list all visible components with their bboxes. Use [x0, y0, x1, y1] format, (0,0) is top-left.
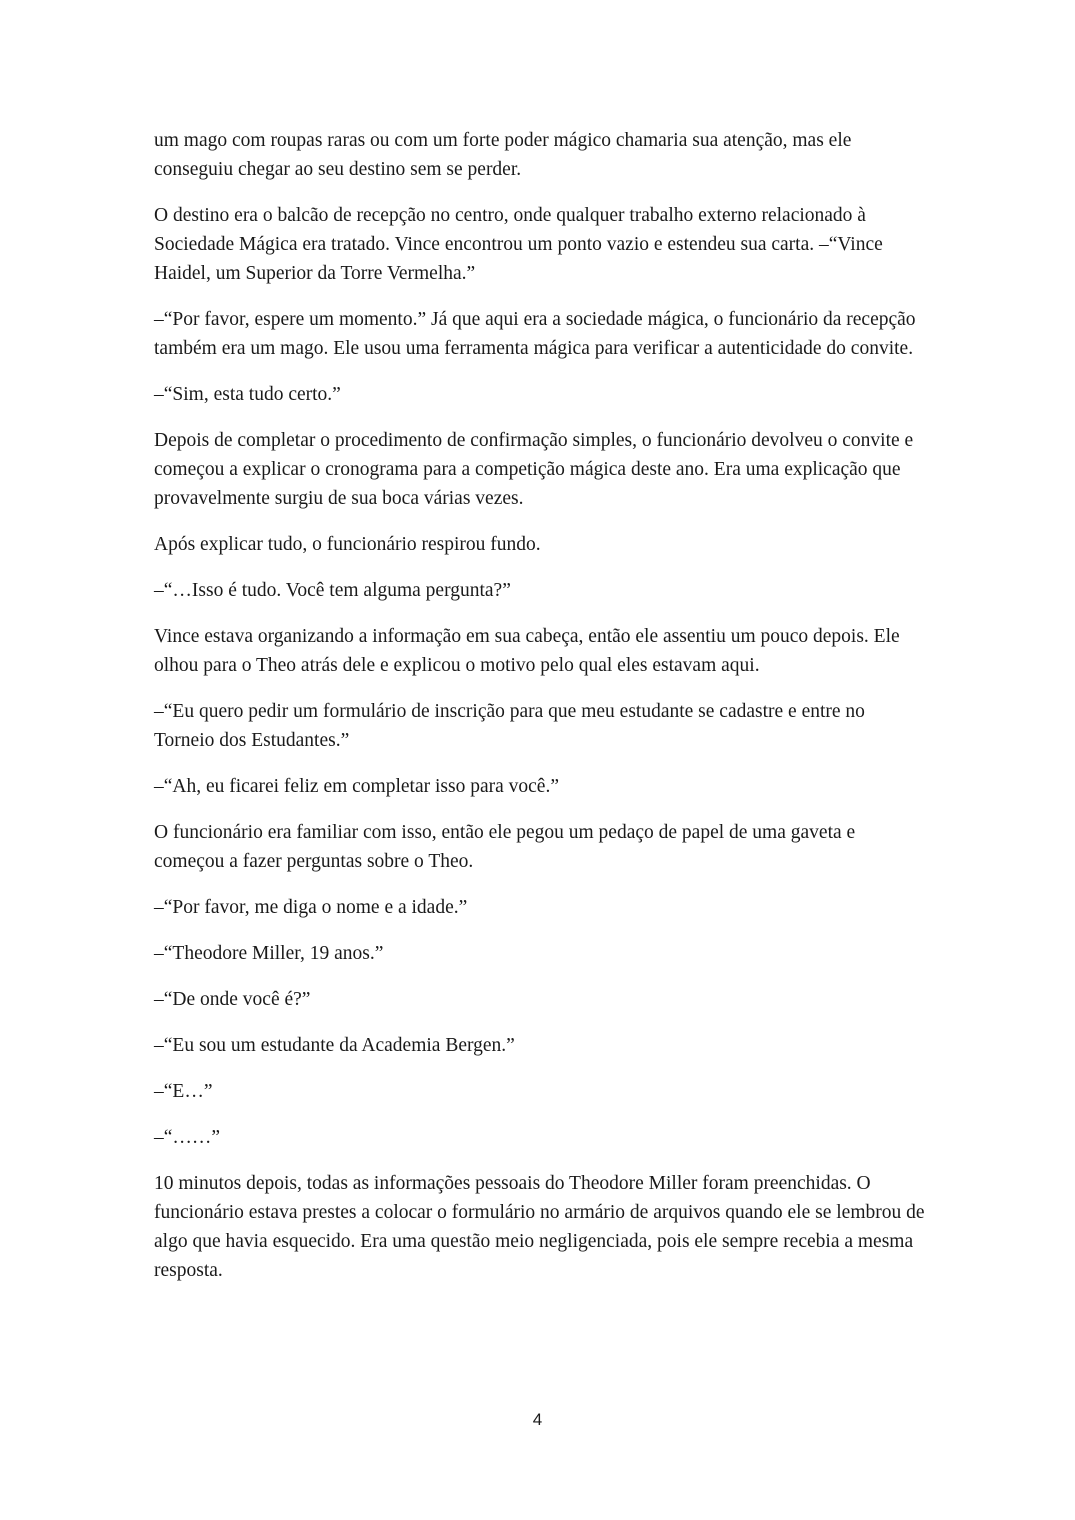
paragraph: um mago com roupas raras ou com um forte poder mágico chamaria sua atenção, mas ele conseguiu chegar ao seu destino sem se perder.: [154, 130, 852, 180]
paragraph: –“…Isso é tudo. Você tem alguma pergunta?”: [154, 580, 511, 601]
paragraph: Depois de completar o procedimento de confirmação simples, o funcionário devolveu o convite e começou a explicar o cronograma para a competição mágica deste ano. Era uma explicação que provavelmente surgiu de sua boca várias vezes.: [154, 430, 914, 509]
paragraph: –“Por favor, me diga o nome e a idade.”: [154, 897, 468, 918]
paragraph: O destino era o balcão de recepção no centro, onde qualquer trabalho externo relacionado à Sociedade Mágica era tratado. Vince encontrou um ponto vazio e estendeu sua carta. –“Vince Haidel, um Superior da Torre Vermelha.”: [154, 205, 883, 284]
paragraph: –“Sim, esta tudo certo.”: [154, 384, 341, 405]
paragraph: –“Ah, eu ficarei feliz em completar isso para você.”: [154, 776, 559, 797]
body-text: [154, 126, 929, 1302]
page-number: 4: [532, 1410, 543, 1429]
paragraph: Vince estava organizando a informação em sua cabeça, então ele assentiu um pouco depois. Ele olhou para o Theo atrás dele e explicou o motivo pelo qual eles estavam aqui.: [154, 626, 900, 676]
paragraph: O funcionário era familiar com isso, então ele pegou um pedaço de papel de uma gaveta e começou a fazer perguntas sobre o Theo.: [154, 822, 856, 872]
paragraph: –“E…”: [154, 1081, 213, 1102]
paragraph: –“Theodore Miller, 19 anos.”: [154, 943, 384, 964]
paragraph: –“Eu quero pedir um formulário de inscrição para que meu estudante se cadastre e entre no Torneio dos Estudantes.”: [154, 701, 865, 751]
paragraph: Após explicar tudo, o funcionário respirou fundo.: [154, 534, 541, 555]
paragraph: –“Por favor, espere um momento.” Já que aqui era a sociedade mágica, o funcionário da recepção também era um mago. Ele usou uma ferramenta mágica para verificar a autenticidade do convite.: [154, 309, 916, 359]
paragraph: –“Eu sou um estudante da Academia Bergen.”: [154, 1035, 515, 1056]
paragraph: –“De onde você é?”: [154, 989, 311, 1010]
paragraph: 10 minutos depois, todas as informações pessoais do Theodore Miller foram preenchidas. O funcionário estava prestes a colocar o formulário no armário de arquivos quando ele se lembrou de algo que havia esquecido. Era uma questão meio negligenciada, pois ele sempre recebia a mesma resposta.: [154, 1173, 925, 1281]
paragraph: –“……”: [154, 1127, 221, 1148]
